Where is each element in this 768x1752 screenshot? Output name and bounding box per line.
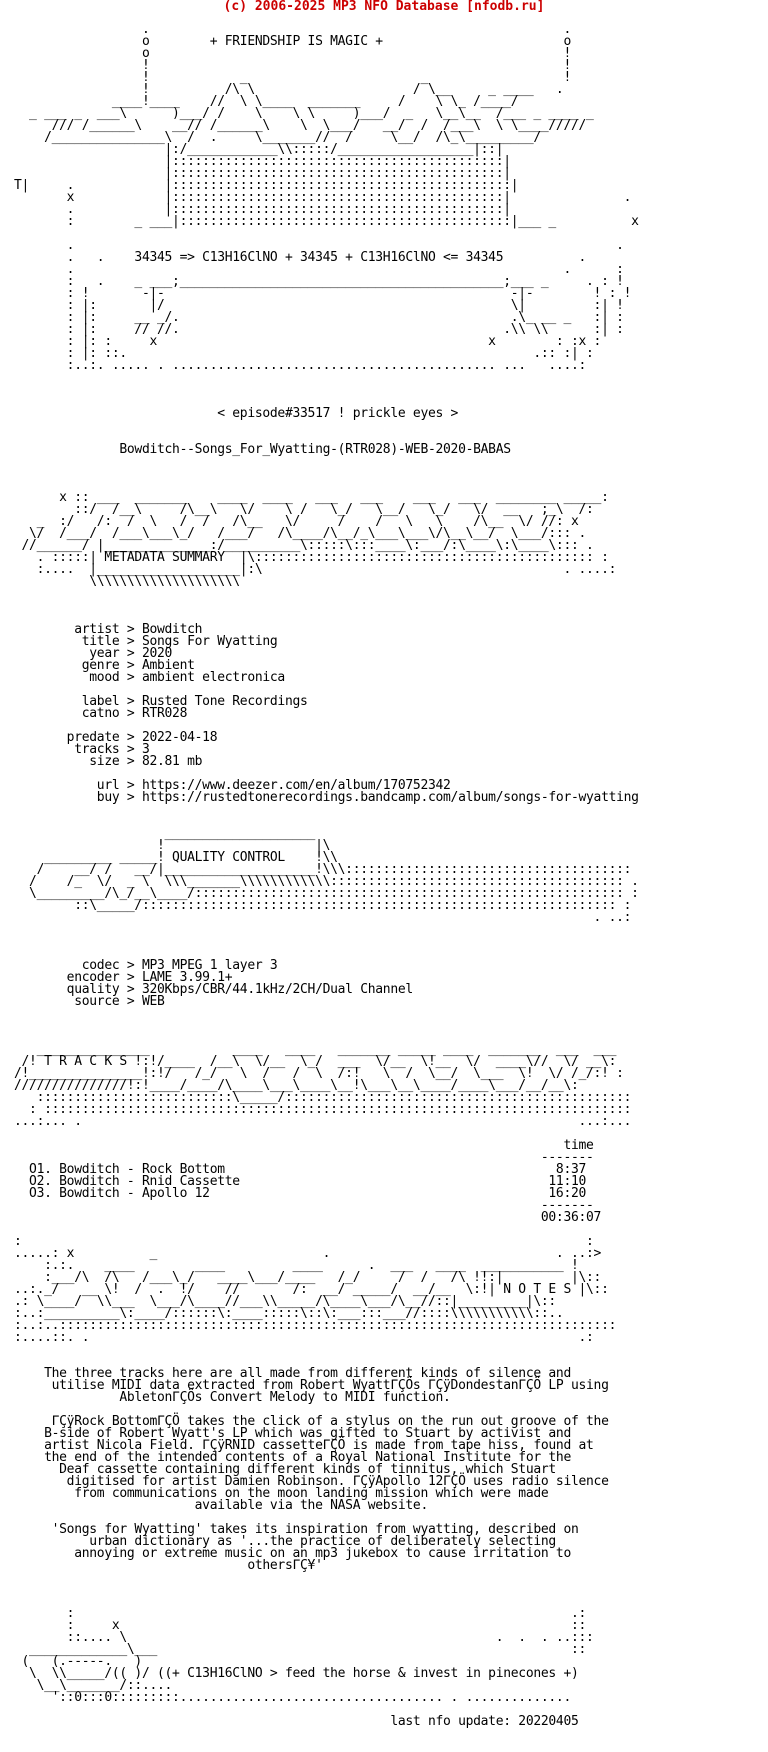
nfo-line: \/ /___/ /___\___\_/ /___/ /\____/\__/_\___\___\/\__\__/ \___/::: .	[14, 526, 587, 541]
nfo-line: ///////////////!:!____/____/\____\___\____\__!\___\__\____/____\___/__/__\:	[14, 1078, 579, 1093]
nfo-line: \\\\\\\\\\\\\\\\\\\\	[14, 574, 240, 589]
nfo-line: : ::::::::::::::::::::::::::::::::::::::::::::::::::::::::::::::::::::::::::::::	[14, 1102, 632, 1117]
nfo-line: \_________/\_/__\____/::::::::::::::::::::::::::::::::::::::::::::::::::::::::: :	[14, 886, 639, 901]
nfo-line: / /_ \/ _ \ \\\_______\\\\\\\\\\\\::::::::::::::::::::::::::::::::::::::: .	[14, 874, 639, 889]
nfo-line: quality > 320Kbps/CBR/44.1kHz/2CH/Dual Channel	[14, 982, 413, 997]
site-banner: (c) 2006-2025 MP3 NFO Database [nfodb.ru]	[223, 0, 545, 13]
nfo-line: : |: __ _/. .\_ __ _ :| :	[14, 310, 624, 325]
nfo-line: available via the NASA website.	[14, 1498, 428, 1513]
nfo-line: /! T R A C K S !:!/____ /__\ \/__ \_/ ___ \/__ \!__ \/ ____\// \/ __\:	[14, 1054, 617, 1069]
nfo-line: last nfo update: 20220405	[14, 1714, 579, 1729]
nfo-line: :....::. . .:	[14, 1330, 594, 1345]
nfo-line: : . _ ___;___________________________________________;___ _ . : !	[14, 274, 624, 289]
nfo-line: size > 82.81 mb	[14, 754, 203, 769]
nfo-line: title > Songs For Wyatting	[14, 634, 278, 649]
nfo-line: ! |\	[14, 838, 331, 853]
nfo-line: : ! -|- -|- ! : !	[14, 286, 632, 301]
nfo-line: encoder > LAME 3.99.1+	[14, 970, 233, 985]
nfo-line: |::::::::::::::::::::::::::::::::::::::::::::|	[14, 154, 511, 169]
nfo-line: : .:	[14, 1606, 587, 1621]
nfo-line: ____!____ // \ \____ _______ / \ \_ /____/	[14, 94, 519, 109]
nfo-line: :.... |___________________|:\ . ....:	[14, 562, 617, 577]
nfo-line: : x ::	[14, 1618, 587, 1633]
nfo-line: utilise MIDI data extracted from Robert WyattΓÇÖs ΓÇÿDondestanΓÇÖ LP using	[14, 1378, 609, 1393]
nfo-line: x |::::::::::::::::::::::::::::::::::::::::::::| .	[14, 190, 632, 205]
nfo-line: Deaf cassette containing different kinds of tinnitus, which Stuart	[14, 1462, 556, 1477]
nfo-line: source > WEB	[14, 994, 165, 1009]
nfo-line: ( (.-----. )	[14, 1654, 142, 1669]
nfo-line: ..:._/ __ \! / . !/ // /: __/ _____/ __/__ \:!| N O T E S |\::	[14, 1282, 609, 1297]
nfo-line: . . 34345 => C13H16ClNO + 34345 + C13H16ClNO <= 34345 .	[14, 250, 587, 265]
nfo-line: |:/____________\\:::::/__________________|::|	[14, 142, 504, 157]
nfo-line: ! !	[14, 58, 571, 73]
nfo-line: : |: ::. .:: :| :	[14, 346, 594, 361]
nfo-line: _ ___ _ ___\ )___/ / \ \ \ )___/ _ \__\__ /___ _ ____ _	[14, 106, 594, 121]
nfo-line: url > https://www.deezer.com/en/album/170752342	[14, 778, 451, 793]
nfo-line: \__\_______/::....	[14, 1678, 173, 1693]
nfo-line: from communications on the moon landing mission which were made	[14, 1486, 549, 1501]
nfo-line: digitised for artist Damien Robinson. ΓÇÿApollo 12ΓÇÖ uses radio silence	[14, 1474, 609, 1489]
nfo-line: annoying or extreme music on an mp3 jukebox to cause irritation to	[14, 1546, 571, 1561]
nfo-line: -------	[14, 1198, 594, 1213]
nfo-ascii-document	[14, 12, 639, 1728]
nfo-line: < episode#33517 ! prickle eyes >	[14, 406, 459, 421]
nfo-line: artist Nicola Field. ΓÇÿRNID cassetteΓÇÖ is made from tape hiss, found at	[14, 1438, 594, 1453]
nfo-line: the end of the intended contents of a Royal National Institute for the	[14, 1450, 571, 1465]
nfo-line: codec > MP3 MPEG 1 layer 3	[14, 958, 278, 973]
nfo-line: x :: ___ _______ ____ ____ ___ ___ ___ ___ ________ _____:	[14, 490, 609, 505]
nfo-line: AbletonΓÇÖs Convert Melody to MIDI function.	[14, 1390, 451, 1405]
nfo-line: ____________________	[14, 826, 316, 841]
nfo-line: /// /______\ __// /______\ \ \___/ __/ / /___\ \ \____/////	[14, 118, 587, 133]
nfo-line: _________ _____! QUALITY CONTROL !\\	[14, 850, 338, 865]
nfo-line: ::\_____/::::::::::::::::::::::::::::::::::::::::::::::::::::::::::::::: :	[14, 898, 632, 913]
nfo-line: /_______________\ / . \_______// / \__/ /\_\_________/	[14, 130, 541, 145]
nfo-line: mood > ambient electronica	[14, 670, 285, 685]
nfo-line: label > Rusted Tone Recordings	[14, 694, 308, 709]
nfo-line: year > 2020	[14, 646, 173, 661]
nfo-line: B-side of Robert Wyatt's LP which was gifted to Stuart by activist and	[14, 1426, 571, 1441]
nfo-line: O2. Bowditch - Rnid Cassette 11:10	[14, 1174, 587, 1189]
nfo-line: . .	[14, 238, 624, 253]
nfo-line: o !	[14, 46, 571, 61]
nfo-line: / __/ / __/|____________________!\\\::::::::::::::::::::::::::::::::::::::	[14, 862, 632, 877]
nfo-line: : |: : x x : :x :	[14, 334, 602, 349]
nfo-line: \ \\_____/(( )/ ((+ C13H16ClNO > feed the horse & invest in pinecones +)	[14, 1666, 579, 1681]
nfo-line: .....: x _ . . ..:>	[14, 1246, 602, 1261]
nfo-line: . |::::::::::::::::::::::::::::::::::::::::::::|	[14, 202, 511, 217]
nfo-line: :..:__________\:____/::::::\:____:::::\::\:___:::___//::::\\\\\\\\\\\::..	[14, 1306, 564, 1321]
nfo-line: o + FRIENDSHIP IS MAGIC + o	[14, 34, 571, 49]
nfo-line: :..:..::::::::::::::::::::::::::::::::::::::::::::::::::::::::::::::::::::::::::	[14, 1318, 617, 1333]
nfo-line: : |: // //. .\\ \\ :| :	[14, 322, 624, 337]
nfo-line: ! /\ \ / \__ _ ____ .	[14, 82, 564, 97]
nfo-line: 'Songs for Wyatting' takes its inspiration from wyatting, described on	[14, 1522, 579, 1537]
nfo-line: ::.... \ . . . ..:::	[14, 1630, 594, 1645]
nfo-line: urban dictionary as '...the practice of deliberately selecting	[14, 1534, 556, 1549]
nfo-line: . .	[14, 22, 571, 37]
nfo-line: _ :/ /: / \ / / /\__ \/ / / \ \ /\__ \/ //: x	[14, 514, 579, 529]
nfo-line: : _ ___|::::::::::::::::::::::::::::::::::::::::::::|___ _ x	[14, 214, 639, 229]
nfo-line: . . :	[14, 262, 624, 277]
nfo-line: O3. Bowditch - Apollo 12 16:20	[14, 1186, 587, 1201]
nfo-line: ...:... . ...:...	[14, 1114, 632, 1129]
nfo-line: :..:. ..... . ........................................... ... ....:	[14, 358, 587, 373]
nfo-line: -------	[14, 1150, 594, 1165]
nfo-line: _____________\___ ::	[14, 1642, 587, 1657]
nfo-line: : |: |/ \| :| !	[14, 298, 624, 313]
nfo-line: /!_______________!:!/ /_/ \ / / \ /:! \ / \__/ \___ \! \/ /_/:! :	[14, 1066, 624, 1081]
nfo-line: O1. Bowditch - Rock Bottom 8:37	[14, 1162, 587, 1177]
nfo-line: tracks > 3	[14, 742, 150, 757]
nfo-line: buy > https://rustedtonerecordings.bandcamp.com/album/songs-for-wyatting	[14, 790, 639, 805]
nfo-line: T| . |:::::::::::::::::::::::::::::::::::::::::::::|	[14, 178, 519, 193]
nfo-line: .: \____/ \\___ \___/\____//___\\_____/\____\___/\__//::|_________|\::	[14, 1294, 556, 1309]
nfo-line: artist > Bowditch	[14, 622, 203, 637]
nfo-line: :___/\ /\ /___\_/ ____\___/____ /_/ / / /\ !!:| |\::	[14, 1270, 602, 1285]
nfo-line: . :::::| METADATA SUMMARY |\::::::::::::::::::::::::::::::::::::::::::::: :	[14, 550, 609, 565]
nfo-line: . ..:	[14, 910, 632, 925]
nfo-line: othersΓÇ¥'	[14, 1558, 323, 1573]
nfo-line: : :	[14, 1234, 594, 1249]
nfo-line: ::::::::::::::::::::::::::\_____/::::::::::::::::::::::::::::::::::::::::::::::	[14, 1090, 632, 1105]
nfo-line: ::/ /__\ /\__\ \/ \ / \_/ \__/ \_/ \/ __ ;_\ /:	[14, 502, 594, 517]
nfo-line: predate > 2022-04-18	[14, 730, 218, 745]
nfo-line: |::::::::::::::::::::::::::::::::::::::::::::|	[14, 166, 511, 181]
nfo-line: //______/ |______________:/__________\:::::\:::____\:___/:\____\:\____\::: .	[14, 538, 594, 553]
nfo-line: ! _ _ !	[14, 70, 571, 85]
nfo-line: The three tracks here are all made from different kinds of silence and	[14, 1366, 571, 1381]
nfo-line: Bowditch--Songs_For_Wyatting-(RTR028)-WEB-2020-BABAS	[14, 442, 511, 457]
nfo-line: ΓÇÿRock BottomΓÇÖ takes the click of a stylus on the run out groove of the	[14, 1414, 609, 1429]
nfo-line: _______________ ____ ____ _______ _____ ____ _______ ___ ___	[14, 1042, 617, 1057]
nfo-line: :.:. ____ ____ ____ . ___ ____ ___________ !	[14, 1258, 579, 1273]
nfo-line: time	[14, 1138, 594, 1153]
nfo-line: 00:36:07	[14, 1210, 602, 1225]
nfo-line: '::0:::0:::::::::................................... . ..............	[14, 1690, 571, 1705]
nfo-line: catno > RTR028	[14, 706, 188, 721]
nfo-line: genre > Ambient	[14, 658, 195, 673]
